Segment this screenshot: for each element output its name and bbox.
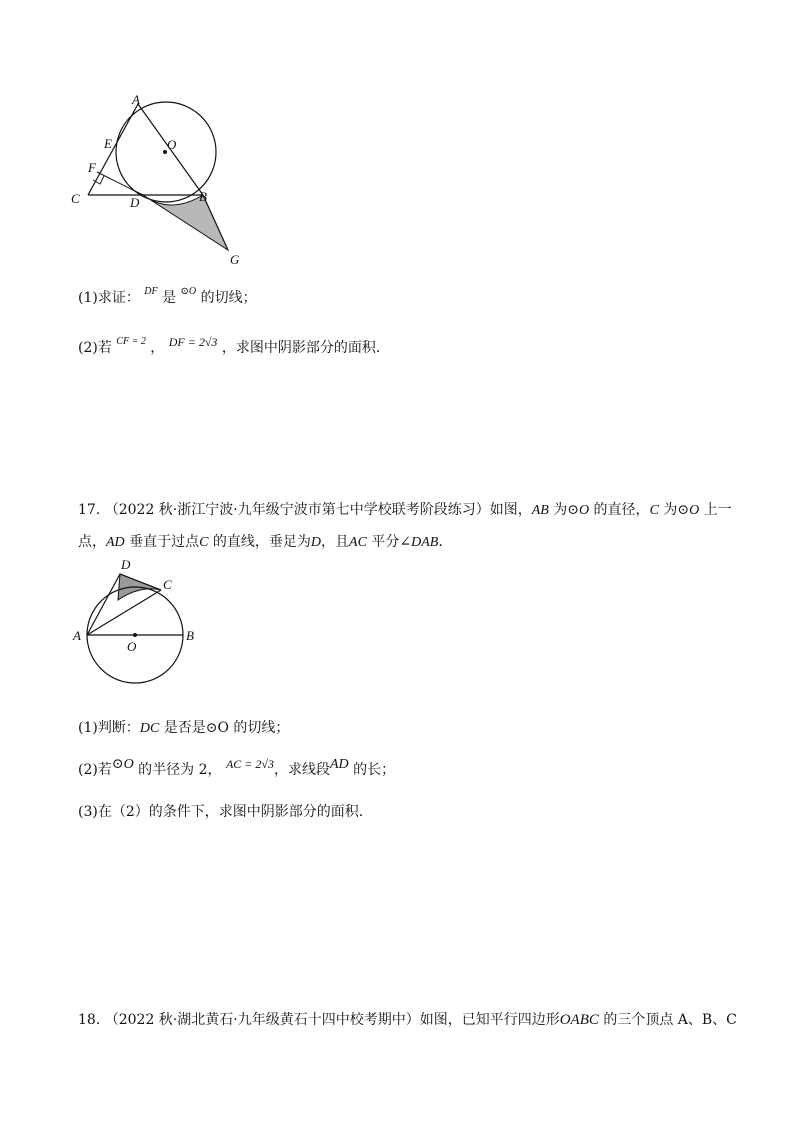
q18-text: （2022 秋·湖北黄石·九年级黄石十四中校考期中）如图，已知平行四边形: [104, 1012, 560, 1028]
q17-part1: [78, 718, 289, 739]
q17-line2-run-4: 的直线，垂足为: [208, 534, 311, 550]
q16-part2-comma: ，: [150, 340, 165, 356]
q16-part2-suffix: ，求图中阴影部分的面积.: [221, 340, 381, 356]
q17-label-B: B: [186, 628, 194, 643]
q16-part1-suffix: 的切线；: [200, 290, 257, 306]
q16-label-F: F: [88, 160, 96, 175]
q17-line2-run-1: AD: [106, 535, 125, 550]
q16-label-D: D: [130, 195, 140, 210]
q16-part2: [78, 335, 381, 360]
q17-part2-middle2: ，求线段: [273, 762, 330, 778]
q16-label-O: O: [167, 137, 177, 152]
q17-label-A: A: [73, 628, 81, 643]
q16-part1-math-circle: ⊙O: [180, 286, 197, 297]
q17-line1-run-2: ⊙O: [567, 503, 590, 518]
q17-part1-suffix: 是否是⊙O 的切线；: [159, 720, 290, 736]
q17-line1-run-1: 为: [548, 502, 568, 518]
q17-line2-run-6: ，且: [321, 534, 350, 550]
q17-line2-run-2: 垂直于过点: [124, 534, 200, 550]
q18-suffix: 的三个顶点 A、B、C: [598, 1012, 737, 1028]
q16-part1-math-df: DF: [144, 286, 158, 297]
q17-line2: [78, 532, 443, 553]
q16-part1-prefix: (1)求证：: [78, 290, 140, 306]
q17-line2-run-5: D: [310, 535, 322, 550]
q17-line1-run-5: 为: [658, 502, 678, 518]
q17-part1-math-dc: DC: [139, 721, 160, 736]
q17-line2-run-7: AC: [349, 535, 367, 550]
q16-part2-math-df: DF = 2√3: [168, 335, 218, 349]
q17-part2: [78, 757, 396, 781]
q16-figure: [60, 90, 260, 270]
q17-line1-rest: [532, 502, 732, 518]
q17-part2-suffix: 的长；: [348, 762, 396, 778]
q17-line2-run-3: C: [199, 535, 209, 550]
q17-line2-run-8: 平分: [366, 534, 400, 550]
q17-line1-run-0: AB: [531, 503, 549, 518]
q17-part2-math-circle: ⊙O: [111, 757, 134, 772]
q17-line1-run-6: ⊙O: [677, 503, 700, 518]
q17-part2-math-ad: AD: [329, 757, 349, 772]
q16-part2-math-cf: CF = 2: [116, 336, 146, 347]
q17-part2-prefix: (2)若: [78, 762, 112, 778]
q17-part2-middle: 的半径为 2，: [133, 762, 222, 778]
q17-figure: [68, 555, 208, 695]
q18-math-oabc: OABC: [559, 1012, 599, 1028]
q17-line2-run-10: .: [438, 534, 443, 550]
q16-label-E: E: [104, 136, 112, 151]
q17-label-O: O: [127, 639, 137, 654]
q16-label-C: C: [71, 191, 80, 206]
q17-line1-run-7: 上一: [699, 502, 732, 518]
q17-part2-math-ac: AC = 2√3: [225, 757, 274, 771]
q17-source: （2022 秋·浙江宁波·九年级宁波市第七中学校联考阶段练习）如图，: [104, 502, 532, 518]
q18-number: 18.: [78, 1012, 101, 1028]
q16-label-A: A: [132, 92, 140, 107]
q17-label-D: D: [121, 557, 131, 572]
q16-part1: [78, 288, 257, 310]
q16-label-G: G: [230, 252, 240, 267]
q18-line1: [78, 1010, 737, 1030]
q17-line1-run-3: 的直径，: [589, 502, 650, 518]
q16-label-B: B: [199, 189, 207, 204]
q17-line1-run-4: C: [649, 503, 659, 518]
q17-part1-prefix: (1)判断：: [78, 720, 140, 736]
q17-line2-run-0: 点，: [78, 534, 106, 550]
q17-part3: (3)在（2）的条件下，求图中阴影部分的面积.: [78, 804, 364, 820]
q17-number: 17.: [78, 502, 101, 518]
q17-line2-run-9: ∠DAB: [399, 535, 439, 550]
q17-label-C: C: [163, 577, 172, 592]
q17-line1: [78, 500, 732, 521]
q16-part1-middle: 是: [162, 290, 177, 306]
q16-part2-prefix: (2)若: [78, 340, 112, 356]
